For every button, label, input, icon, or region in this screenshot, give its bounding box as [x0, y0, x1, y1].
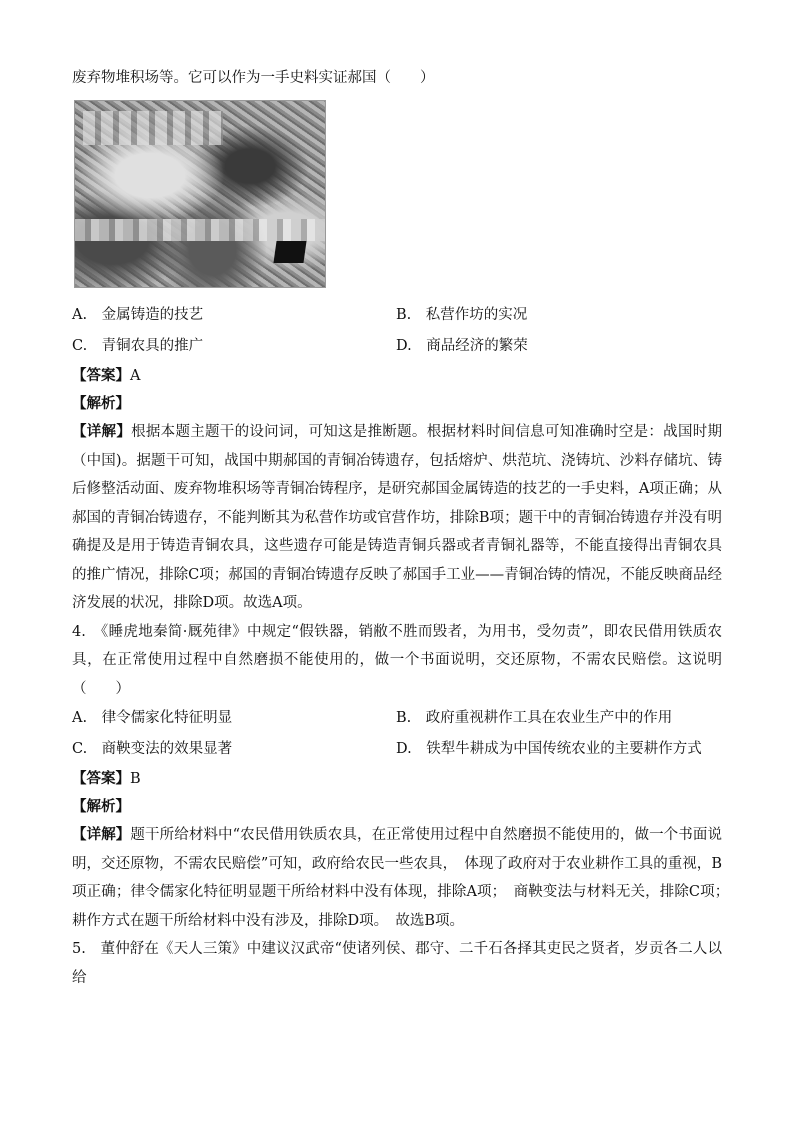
question-3-options-row-2: [72, 331, 722, 362]
question-3-option-a: A. 金属铸造的技艺: [72, 307, 204, 323]
question-4-option-d: D. 铁犁牛耕成为中国传统农业的主要耕作方式: [396, 741, 702, 757]
question-4-option-b: B. 政府重视耕作工具在农业生产中的作用: [396, 710, 673, 726]
question-3-option-d: D. 商品经济的繁荣: [396, 338, 528, 354]
answer-label: 【答案】: [72, 770, 130, 787]
question-3-options-row-1: [72, 300, 722, 331]
answer-label: 【答案】: [72, 367, 130, 384]
question-3-stem-tail: 废弃物堆积场等。它可以作为一手史料实证郝国（ ）: [72, 70, 435, 86]
detail-label: 【详解】: [72, 423, 132, 440]
bronze-casting-site-photo: [74, 100, 326, 288]
question-4-options-row-1: [72, 703, 722, 734]
question-3-option-b: B. 私营作坊的实况: [396, 307, 528, 323]
question-3-option-c: C. 青铜农具的推广: [72, 338, 204, 354]
question-5-stem: 5. 董仲舒在《天人三策》中建议汉武帝“使诸列侯、郡守、二千石各择其吏民之贤者，岁贡各二人以给: [72, 941, 722, 986]
question-4-option-c: C. 商鞅变法的效果显著: [72, 741, 233, 757]
detail-label: 【详解】: [72, 826, 131, 843]
question-4-analysis-label: 【解析】: [72, 798, 130, 815]
question-3-detail: [72, 418, 722, 618]
answer-value: B: [130, 771, 141, 787]
question-4-detail: [72, 821, 737, 935]
detail-text: 题干所给材料中“农民借用铁质农具，在正常使用过程中自然磨损不能使用的，做一个书面说明，交还原物，不需农民赔偿”可知，政府给农民一些农具， 体现了政府对于农业耕作工具的重视，B项正确；律令儒家化特征明显题干所给材料中没有体现，排除A项； 商鞅变法与材料无关，排除C项； 耕作方式在题干所给材料中没有涉及，排除D项。 故选B项。: [72, 827, 737, 929]
question-3-answer: [72, 362, 722, 390]
question-3-analysis-label: 【解析】: [72, 395, 130, 412]
document-page: [72, 64, 737, 992]
question-4-stem: 4. 《睡虎地秦简·厩苑律》中规定“假铁器，销敝不胜而毁者，为用书，受勿责”，即农民借用铁质农具，在正常使用过程中自然磨损不能使用的，做一个书面说明，交还原物，不需农民赔偿。这说明（ ）: [72, 623, 722, 697]
question-4-options-row-2: [72, 734, 722, 765]
question-4-answer: [72, 765, 722, 793]
answer-value: A: [130, 368, 141, 384]
question-4-option-a: A. 律令儒家化特征明显: [72, 710, 233, 726]
detail-text: 根据本题主题干的设问词，可知这是推断题。根据材料时间信息可知准确时空是：战国时期（中国)。据题干可知，战国中期郝国的青铜冶铸遗存，包括熔炉、烘范坑、浇铸坑、沙料存储坑、铸后修整活动面、废弃物堆积场等青铜冶铸程序，是研究郝国金属铸造的技艺的一手史料，A项正确；从郝国的青铜冶铸遗存，不能判断其为私营作坊或官营作坊，排除B项；题干中的青铜冶铸遗存并没有明确提及是用于铸造青铜农具，这些遗存可能是铸造青铜兵器或者青铜礼器等，不能直接得出青铜农具的推广情况，排除C项；郝国的青铜冶铸遗存反映了郝国手工业——青铜冶铸的情况，不能反映商品经济发展的状况，排除D项。故选A项。: [72, 424, 723, 611]
